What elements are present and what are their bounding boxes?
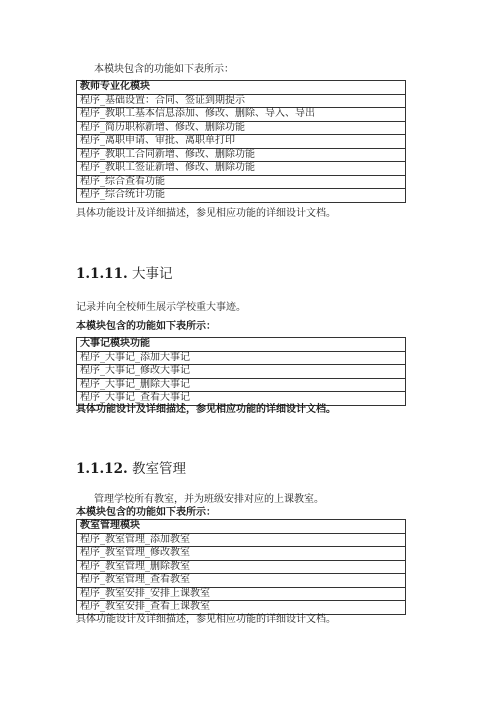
table-row: 程序_教职工签证新增、修改、删除功能 bbox=[77, 162, 406, 176]
table-header: 教师专业化模块 bbox=[77, 81, 406, 95]
section-title: 大事记 bbox=[131, 266, 173, 282]
table-row: 程序_大事记_添加大事记 bbox=[77, 351, 406, 365]
table-row: 程序_教室管理_查看教室 bbox=[77, 574, 406, 588]
table-row: 程序_教职工基本信息添加、修改、删除、导入、导出 bbox=[77, 108, 406, 122]
table-row: 程序_大事记_删除大事记 bbox=[77, 378, 406, 392]
table-row: 程序_教室安排_查看上课教室 bbox=[77, 601, 406, 615]
table-header: 教室管理模块 bbox=[77, 520, 406, 534]
table-row: 程序_综合查看功能 bbox=[77, 175, 406, 189]
section-number: 1.1.11. bbox=[76, 266, 128, 282]
events-module-table bbox=[76, 337, 406, 406]
table-row: 程序_离职申请、审批、离职单打印 bbox=[77, 135, 406, 149]
table-row: 程序_简历职称新增、修改、删除功能 bbox=[77, 121, 406, 135]
section3-heading bbox=[76, 461, 186, 477]
classroom-module-table bbox=[76, 519, 406, 615]
table-row: 程序_基础设置：合同、签证到期提示 bbox=[77, 94, 406, 108]
section3-intro: 本模块包含的功能如下表所示： bbox=[76, 507, 216, 518]
table-row: 程序_教室管理_删除教室 bbox=[77, 560, 406, 574]
table-row: 程序_教室管理_修改教室 bbox=[77, 547, 406, 561]
table-row: 程序_教室安排_安排上课教室 bbox=[77, 587, 406, 601]
section-title: 教室管理 bbox=[131, 461, 186, 477]
section2-footer: 具体功能设计及详细描述，参见相应功能的详细设计文档。 bbox=[76, 404, 336, 415]
section1-footer: 具体功能设计及详细描述，参见相应功能的详细设计文档。 bbox=[76, 208, 336, 219]
section3-description: 管理学校所有教室，并为班级安排对应的上课教室。 bbox=[94, 494, 324, 505]
teacher-module-table bbox=[76, 80, 406, 203]
table-row: 程序_大事记_修改大事记 bbox=[77, 365, 406, 379]
table-row: 程序_教职工合同新增、修改、删除功能 bbox=[77, 148, 406, 162]
table-row: 程序_教室管理_添加教室 bbox=[77, 533, 406, 547]
table-row: 程序_大事记_查看大事记 bbox=[77, 392, 406, 406]
section-number: 1.1.12. bbox=[76, 461, 128, 477]
table-header: 大事记模块功能 bbox=[77, 338, 406, 352]
section1-intro: 本模块包含的功能如下表所示： bbox=[94, 64, 234, 75]
section2-intro: 本模块包含的功能如下表所示： bbox=[76, 321, 216, 332]
section3-footer: 具体功能设计及详细描述，参见相应功能的详细设计文档。 bbox=[76, 614, 336, 625]
section2-heading bbox=[76, 266, 172, 282]
table-row: 程序_综合统计功能 bbox=[77, 189, 406, 203]
section2-description: 记录并向全校师生展示学校重大事迹。 bbox=[76, 302, 246, 313]
